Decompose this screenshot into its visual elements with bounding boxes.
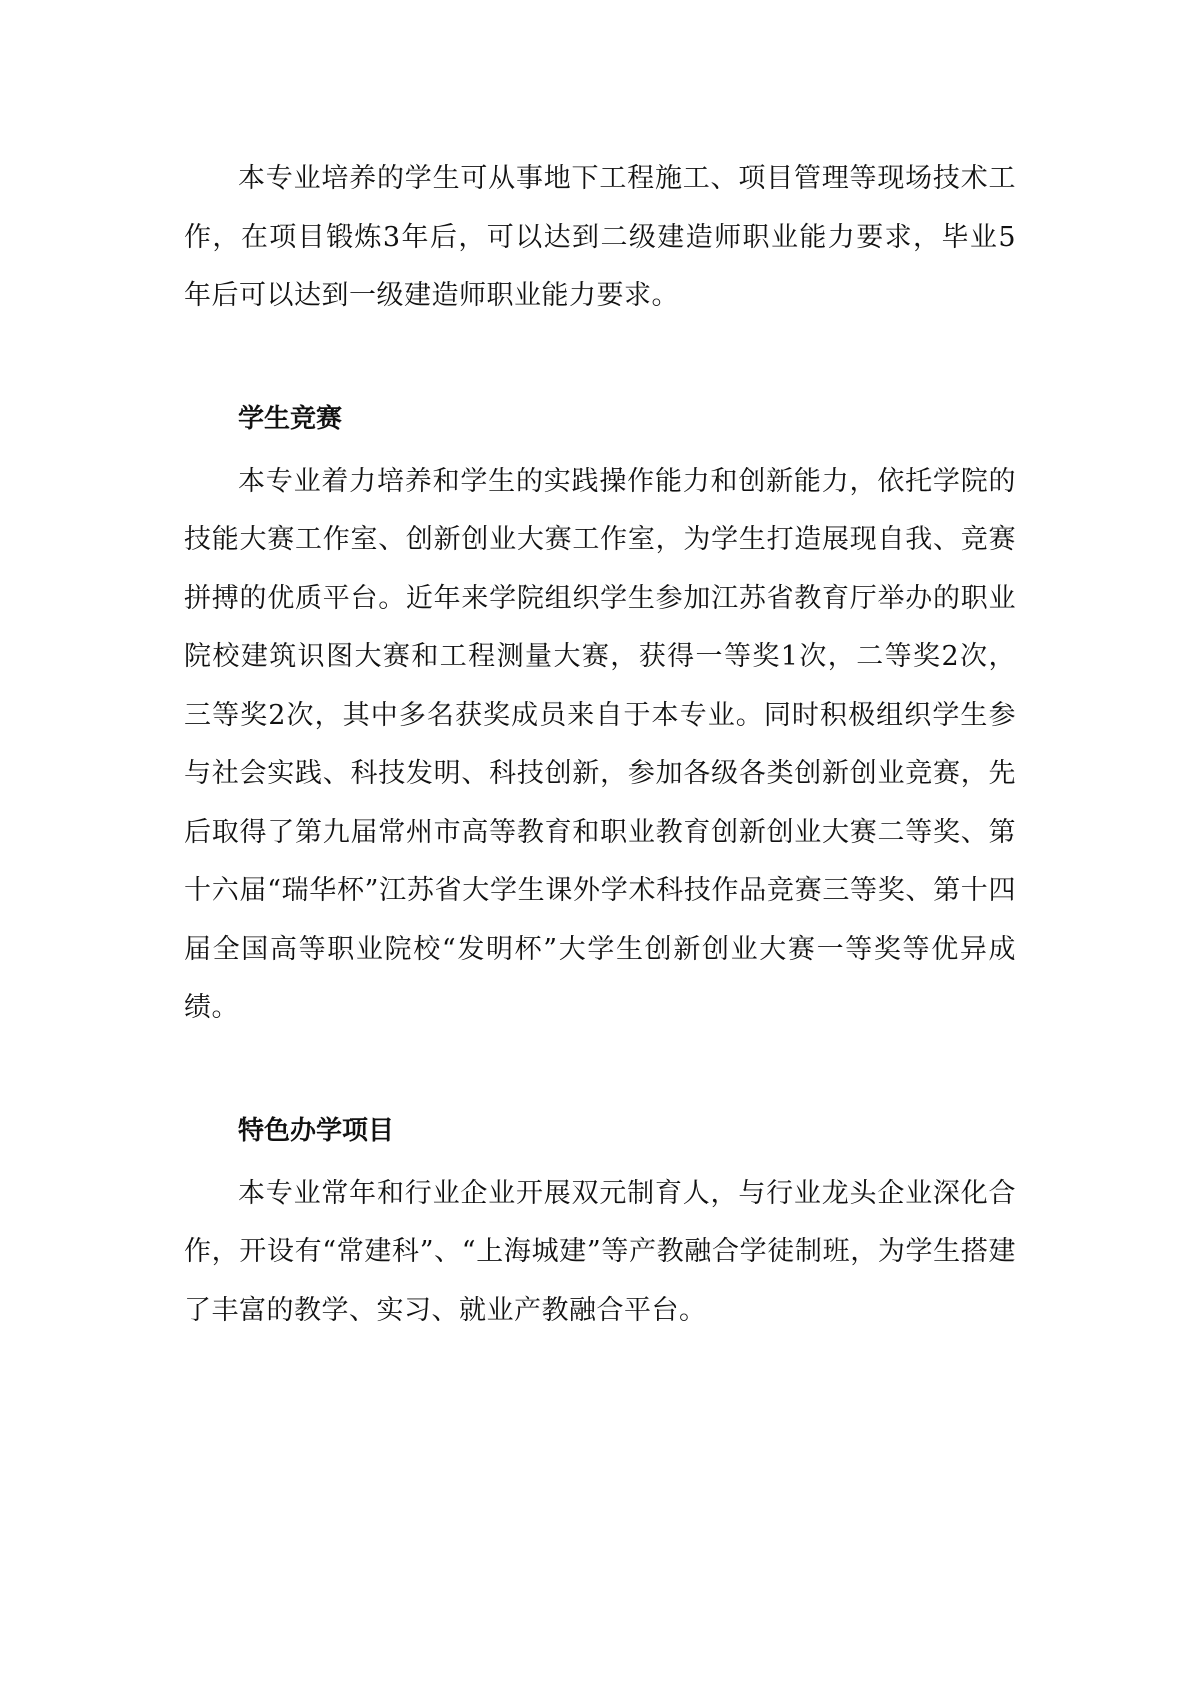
document-page [184, 150, 1016, 1340]
spacer [184, 1038, 1016, 1111]
competition-paragraph: 本专业着力培养和学生的实践操作能力和创新能力，依托学院的技能大赛工作室、创新创业大赛工作室，为学生打造展现自我、竞赛拼搏的优质平台。近年来学院组织学生参加江苏省教育厅举办的职业院校建筑识图大赛和工程测量大赛，获得一等奖1次，二等奖2次，三等奖2次，其中多名获奖成员来自于本专业。同时积极组织学生参与社会实践、科技发明、科技创新，参加各级各类创新创业竞赛，先后取得了第九届常州市高等教育和职业教育创新创业大赛二等奖、第十六届“瑞华杯”江苏省大学生课外学术科技作品竞赛三等奖、第十四届全国高等职业院校“发明杯”大学生创新创业大赛一等奖等优异成绩。 [184, 465, 1016, 1023]
spacer [184, 326, 1016, 399]
section-heading-special-program: 特色办学项目 [238, 1115, 395, 1146]
section-heading-competition: 学生竞赛 [238, 403, 343, 434]
special-program-paragraph: 本专业常年和行业企业开展双元制育人，与行业龙头企业深化合作，开设有“常建科”、“上海城建”等产教融合学徒制班，为学生搭建了丰富的教学、实习、就业产教融合平台。 [184, 1177, 1016, 1326]
intro-paragraph: 本专业培养的学生可从事地下工程施工、项目管理等现场技术工作，在项目锻炼3年后，可以达到二级建造师职业能力要求，毕业5年后可以达到一级建造师职业能力要求。 [184, 163, 1016, 311]
